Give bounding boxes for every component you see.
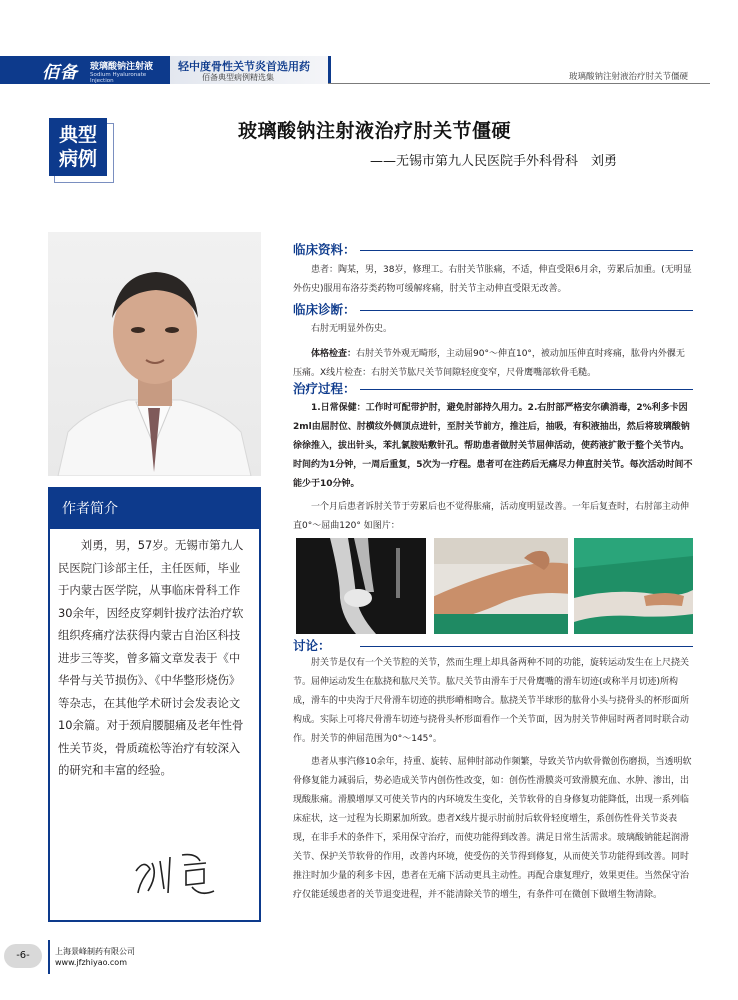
footer-website: www.jfzhiyao.com [55, 958, 127, 967]
flexion-illustration [574, 538, 693, 634]
badge-line-1: 典型 [58, 124, 97, 146]
treatment-outcome: 一个月后患者诉肘关节于劳累后也不觉得胀痛，活动度明显改善。一年后复查时，右肘部主动伸直0°～屈曲120° 如图片： [293, 502, 690, 531]
section-badge [49, 118, 107, 176]
brand-product-cn: 玻璃酸钠注射液 [90, 62, 154, 72]
treatment-rule [360, 389, 693, 390]
page-number: -6- [4, 944, 42, 968]
physical-exam [293, 345, 693, 383]
clinical-rule [360, 250, 693, 251]
xray-illustration [296, 538, 426, 634]
diagnosis-heading: 临床诊断： [293, 302, 356, 317]
diagnosis-line: 右肘无明显外伤史。 [311, 324, 393, 334]
xray-photo [296, 538, 426, 634]
author-signature [130, 841, 220, 901]
treatment-procedure: 1.日常保健：工作时可配带护肘，避免肘部持久用力。2.右肘部严格安尔碘消毒，2%利多卡因2ml由屈肘位、肘横纹外侧顶点进针，至肘关节前方，推注后，抽吸，有积液抽出，然后将玻璃酸钠徐徐推入，拔出针头，苯扎氯胺贴敷针孔。帮助患者做肘关节屈伸活动，使药液扩散于整个关节内。时间约为1分钟，一周后重复，5次为一疗程。患者可在注药后无痛尽力伸直肘关节。每次活动时间不能少于10分钟。 [293, 403, 693, 489]
diagnosis-rule [360, 310, 693, 311]
elbow-flexion-photo [574, 538, 693, 634]
discussion-analysis: 患者从事汽修10余年，持重、旋转、屈伸肘部动作频繁，导致关节内软骨微创伤磨损，当透明软骨修复能力减弱后，势必造成关节内创伤性改变，如：创伤性滑膜炎可致滑膜充血、水肿、渗出，出现酸胀痛。滑膜增厚又可使关节内的内环境发生变化，关节软骨的自身修复功能降低，出现一系列临床症状，这一过程为长期累加所致。患者X线片提示肘前肘后软骨轻度增生，系创伤性骨关节炎表现，在非手术的条件下，采用保守治疗，而使功能得到改善。满足日常生活需求。玻璃酸钠能起润滑关节、保护关节软骨的作用，改善内环境，使受伤的关节得到修复，从而使关节功能得到改善。同时推注时加少量的利多卡因，患者在无痛下活动更具主动性。再配合康复理疗，效果更佳。当然保守治疗仅能延缓患者的关节退变进程，并不能清除关节的增生，有条件可在微创下做增生物清除。 [293, 757, 692, 900]
exam-text: 右肘关节外观无畸形，主动屈90°～伸直10°，被动加压伸直时疼痛，肱骨内外髁无压痛。X线片检查：右肘关节肱尺关节间隙轻度变窄，尺骨鹰嘴部软骨毛糙。 [293, 349, 685, 378]
article-byline: ——无锡市第九人民医院手外科骨科 刘勇 [370, 154, 618, 169]
extension-illustration [434, 538, 568, 634]
exam-label: 体格检查： [311, 349, 357, 359]
header-rule [328, 83, 710, 84]
discussion-anatomy: 肘关节是仅有一个关节腔的关节，然而生理上却具备两种不同的功能，旋转运动发生在上尺挠关节。屈伸运动发生在肱挠和肱尺关节。肱尺关节由滑车于尺骨鹰嘴的滑车切迹(或称半月切迹)所构成，滑车的中央沟于尺骨滑车切迹的拱形嵴相吻合。肱挠关节半球形的肱骨小头与挠骨头的杯形面所构成。实际上可将尺骨滑车切迹与挠骨头杯形面看作一个关节面，因为肘关节伸屈时两者同时联合动作。肘关节的伸屈范围为0°～145°。 [293, 658, 690, 744]
discussion-heading: 讨论： [293, 638, 331, 653]
brand-product-en: Sodium Hyaluronate Injection [90, 72, 147, 84]
author-bio: 刘勇，男，57岁。无锡市第九人民医院门诊部主任，主任医师，毕业于内蒙古医学院，从事临床骨科工作30余年，因经皮穿刺针拔疗法治疗软组织疼痛疗法获得内蒙古自治区科技进步三等奖，曾多篇文章发表于《中华骨与关节损伤》、《中华整形烧伤》等杂志，在其他学术研讨会发表论文10余篇。对于颈肩腰腿痛及老年性骨性关节炎，骨质疏松等治疗有较深入的研究和丰富的经验。 [58, 538, 244, 777]
author-profile-box [48, 487, 261, 922]
clinical-text: 患者：陶某，男，38岁，修理工。右肘关节胀痛，不适，伸直受限6月余，劳累后加重。(无明显外伤史)服用布洛芬类药物可缓解疼痛，肘关节主动伸直受限无改善。 [293, 265, 692, 294]
elbow-extension-photo [434, 538, 568, 634]
discussion-rule [360, 646, 693, 647]
brand-logo: 佰备 [42, 63, 78, 83]
portrait-illustration [48, 232, 261, 476]
article-title: 玻璃酸钠注射液治疗肘关节僵硬 [238, 120, 512, 142]
author-portrait [48, 232, 261, 476]
tagline-main: 轻中度骨性关节炎首选用药 [178, 60, 310, 73]
running-title: 玻璃酸钠注射液治疗肘关节僵硬 [568, 72, 688, 82]
footer-divider [48, 940, 50, 974]
footer-company: 上海景峰制药有限公司 [55, 947, 135, 956]
treatment-heading: 治疗过程： [293, 381, 356, 396]
badge-line-2: 病例 [58, 148, 97, 170]
author-heading: 作者简介 [50, 489, 259, 529]
brand-logo-bar [0, 56, 170, 84]
tagline-sub: 佰备典型病例精选集 [202, 73, 274, 82]
clinical-heading: 临床资料： [293, 242, 356, 257]
header-tagline [170, 56, 331, 84]
